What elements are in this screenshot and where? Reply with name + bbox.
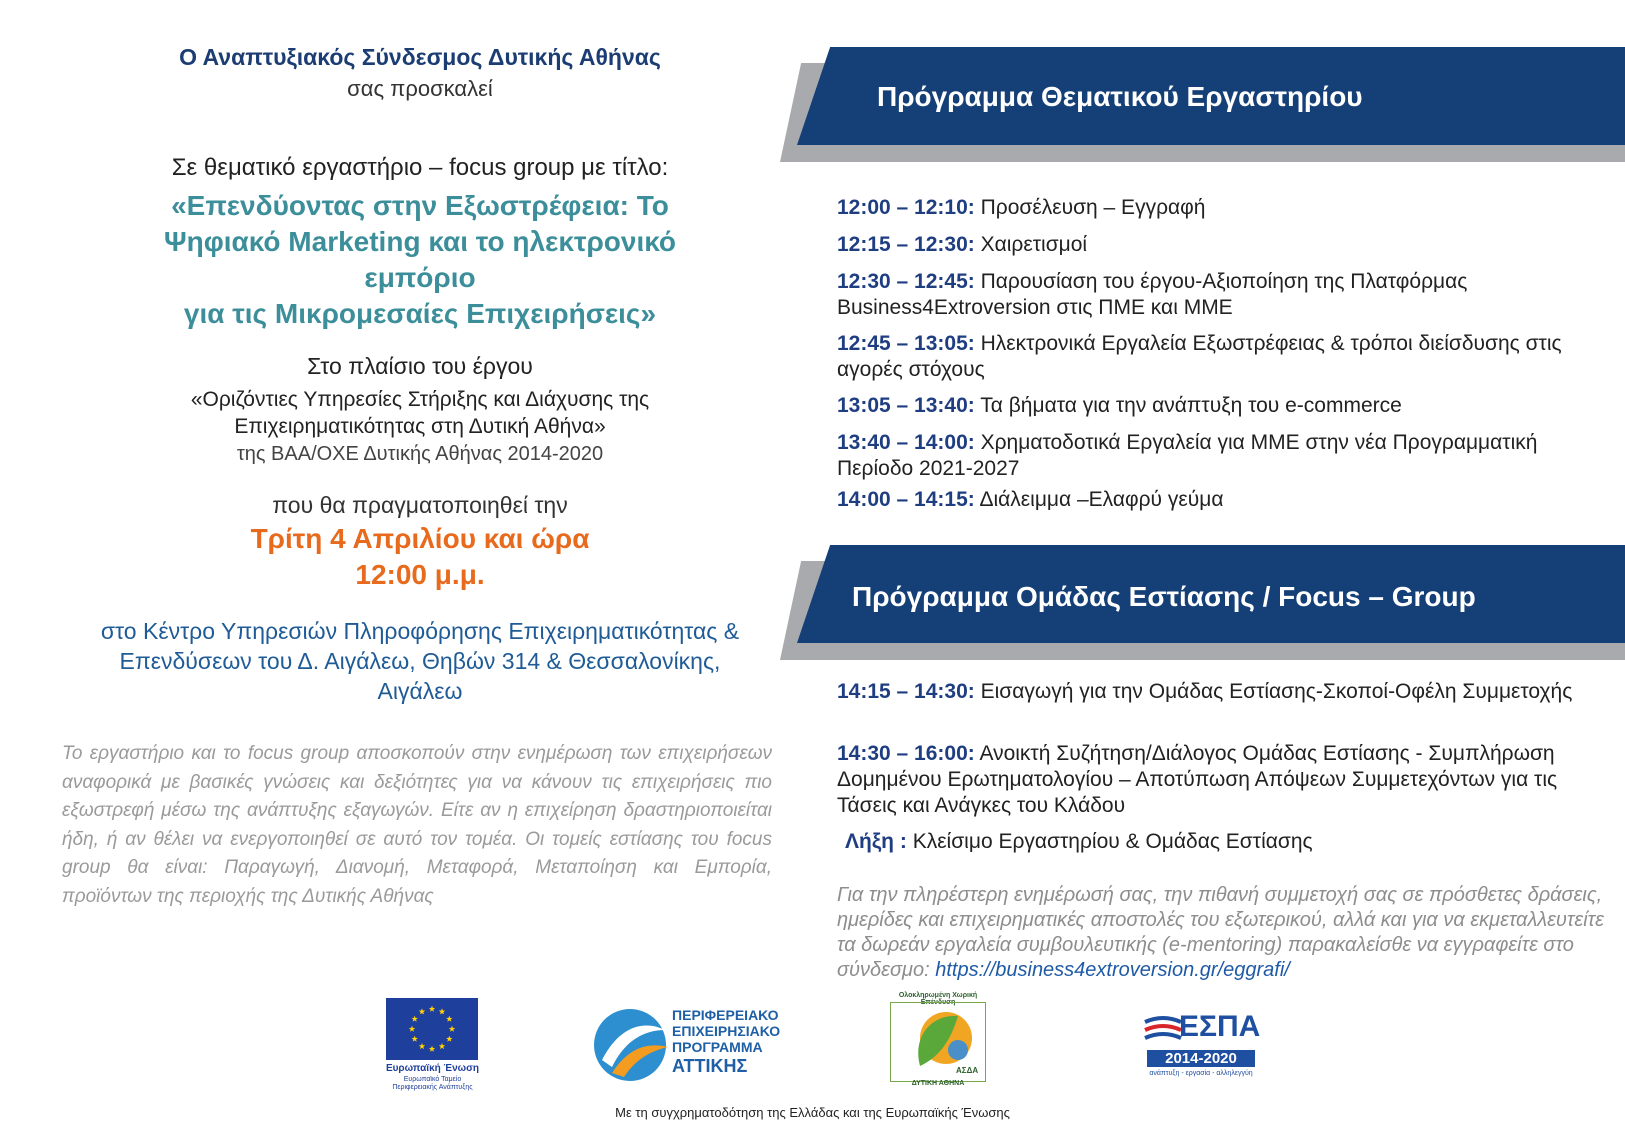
schedule-item xyxy=(837,741,1597,819)
event-time-line: 12:00 μ.μ. xyxy=(355,559,485,590)
registration-link[interactable]: https://business4extroversion.gr/eggrafi/ xyxy=(935,959,1290,981)
attica-swirl-icon xyxy=(590,1005,675,1085)
attica-line: ΠΕΡΙΦΕΡΕΙΑΚΟ xyxy=(672,1007,779,1023)
schedule-time: 14:30 – 16:00: xyxy=(837,742,975,765)
workshop-title-line: για τις Μικρομεσαίες Επιχειρήσεις» xyxy=(183,298,657,329)
espa-slogan: ανάπτυξη - εργασία - αλληλεγγύη xyxy=(1149,1070,1253,1077)
espa-flag-icon xyxy=(1143,1014,1183,1044)
schedule-item xyxy=(837,331,1597,383)
attica-text xyxy=(672,1007,780,1077)
schedule-time: 12:45 – 13:05: xyxy=(837,332,975,355)
asda-mark: ΑΣΔΑ xyxy=(956,1066,979,1075)
workshop-title-line: εμπόριο xyxy=(364,262,476,293)
attica-line: ΕΠΙΧΕΙΡΗΣΙΑΚΟ xyxy=(672,1023,781,1039)
schedule-text: Χαιρετισμοί xyxy=(980,233,1088,256)
schedule-item xyxy=(837,393,1597,419)
schedule-time: 14:15 – 14:30: xyxy=(837,680,975,703)
venue-address xyxy=(60,616,780,706)
schedule-time: Λήξη : xyxy=(845,830,907,853)
venue-line: Αιγάλεω xyxy=(377,678,463,704)
project-name-line: Επιχειρηματικότητας στη Δυτική Αθήνα» xyxy=(234,415,606,438)
event-date-line: Τρίτη 4 Απριλίου και ώρα xyxy=(250,523,590,554)
schedule-item xyxy=(845,829,1605,855)
schedule-text: Εισαγωγή για την Ομάδας Εστίασης-Σκοποί-Οφέλη Συμμετοχής xyxy=(980,680,1573,703)
attica-line: ΑΤΤΙΚΗΣ xyxy=(672,1056,748,1076)
schedule-item xyxy=(837,487,1597,513)
schedule-text: Παρουσίαση του έργου-Αξιοποίηση της Πλατφόρμας Business4Extroversion στις ΠΜΕ και ΜΜΕ xyxy=(837,270,1468,319)
description-paragraph: Το εργαστήριο και το focus group αποσκοπούν στην ενημέρωση των επιχειρήσεων αναφορικά με βασικές γνώσεις και δεξιότητες για να κάνουν τις επιχειρήσεις πιο εξωστρεφή μέσω της ανάπτυξης εξαγωγών. Είτε αν η επιχείρηση δραστηριοποιείται ήδη, ή αν θέλει να ενεργοποιηθεί σε αυτό τον τομέα. Οι τομείς εστίασης του focus group θα είναι: Παραγωγή, Διανομή, Μεταφορά, Μεταποίηση και Εμπορία, προϊόντων της περιοχής της Δυτικής Αθήνας xyxy=(62,743,772,907)
schedule-time: 13:40 – 14:00: xyxy=(837,431,975,454)
focus-group-programme-heading: Πρόγραμμα Ομάδας Εστίασης / Focus – Group xyxy=(852,581,1476,612)
invites-text: σας προσκαλεί xyxy=(347,76,493,101)
workshop-title xyxy=(60,188,780,332)
schedule-item xyxy=(837,232,1597,258)
schedule-text: Κλείσιμο Εργαστηρίου & Ομάδας Εστίασης xyxy=(912,830,1313,853)
schedule-item xyxy=(837,430,1597,482)
schedule-text: Ηλεκτρονικά Εργαλεία Εξωστρέφειας & τρόποι διείσδυσης στις αγορές στόχους xyxy=(837,332,1562,381)
espa-years: 2014-2020 xyxy=(1147,1050,1255,1067)
venue-line: Επενδύσεων του Δ. Αιγάλεω, Θηβών 314 & Θεσσαλονίκης, xyxy=(119,648,721,674)
eu-fund-line: Περιφερειακής Ανάπτυξης xyxy=(392,1084,473,1091)
espa-name: ΕΣΠΑ xyxy=(1179,1010,1261,1043)
project-name-line: «Οριζόντιες Υπηρεσίες Στήριξης και Διάχυσης της xyxy=(190,388,650,411)
oxe-west-athens-logo xyxy=(888,992,988,1092)
eu-name: Ευρωπαϊκή Ένωση xyxy=(385,1063,480,1074)
workshop-title-line: Ψηφιακό Marketing και το ηλεκτρονικό xyxy=(163,226,677,257)
focus-group-programme-banner xyxy=(780,545,1625,660)
cofunding-footer: Με τη συγχρηματοδότηση της Ελλάδας και της Ευρωπαϊκής Ένωσης xyxy=(615,1105,1010,1120)
schedule-text: Χρηματοδοτικά Εργαλεία για ΜΜΕ στην νέα Προγραμματική Περίοδο 2021-2027 xyxy=(837,431,1538,480)
eu-logo xyxy=(385,997,480,1092)
schedule-text: Προσέλευση – Εγγραφή xyxy=(980,196,1206,219)
eu-fund-line: Ευρωπαϊκό Ταμείο xyxy=(403,1076,462,1083)
programme-text: της ΒΑΑ/ΟΧΕ Δυτικής Αθήνας 2014-2020 xyxy=(236,443,604,465)
schedule-time: 14:00 – 14:15: xyxy=(837,488,975,511)
oxe-bottom-label: ΔΥΤΙΚΗ ΑΘΗΝΑ xyxy=(911,1080,965,1087)
schedule-text: Ανοικτή Συζήτηση/Διάλογος Ομάδας Εστίασης - Συμπλήρωση Δομημένου Ερωτηματολογίου – Αποτύπωση Απόψεων Συμμετεχόντων για τις Τάσεις και Ανάγκες του Κλάδου xyxy=(837,742,1558,817)
organizer-name: Ο Αναπτυξιακός Σύνδεσμος Δυτικής Αθήνας xyxy=(179,44,661,70)
schedule-time: 12:15 – 12:30: xyxy=(837,233,975,256)
event-date xyxy=(60,521,780,593)
attica-line: ΠΡΟΓΡΑΜΜΑ xyxy=(672,1039,763,1055)
schedule-item xyxy=(837,679,1597,705)
held-on-text: που θα πραγματοποιηθεί την xyxy=(272,492,568,518)
schedule-time: 12:00 – 12:10: xyxy=(837,196,975,219)
intro-text: Σε θεματικό εργαστήριο – focus group με τίτλο: xyxy=(171,154,669,181)
oxe-title: Ολοκληρωμένη Χωρική Επένδυση xyxy=(898,992,978,1006)
workshop-programme-banner xyxy=(780,47,1625,162)
espa-logo xyxy=(1143,1010,1261,1085)
schedule-item xyxy=(837,195,1597,221)
schedule-time: 12:30 – 12:45: xyxy=(837,270,975,293)
attica-programme-logo xyxy=(590,1005,790,1085)
registration-info-text: Για την πληρέστερη ενημέρωσή σας, την πιθανή συμμετοχή σας σε πρόσθετες δράσεις, ημερίδες και επιχειρηματικές αποστολές του εξωτερικού, αλλά και για να εκμεταλλευτείτε τα δωρεάν εργαλεία συμβουλευτικής (e-mentoring) παρακαλείσθε να εγγραφείτε στο σύνδεσμο: xyxy=(837,884,1604,981)
venue-line: στο Κέντρο Υπηρεσιών Πληροφόρησης Επιχειρηματικότητας & xyxy=(100,618,740,644)
workshop-programme-heading: Πρόγραμμα Θεματικού Εργαστηρίου xyxy=(877,81,1363,112)
registration-info xyxy=(837,883,1617,983)
context-text: Στο πλαίσιο του έργου xyxy=(307,353,533,379)
workshop-title-line: «Επενδύοντας στην Εξωστρέφεια: Το xyxy=(171,190,669,221)
schedule-item xyxy=(837,269,1597,321)
schedule-time: 13:05 – 13:40: xyxy=(837,394,975,417)
schedule-text: Διάλειμμα –Ελαφρύ γεύμα xyxy=(979,488,1224,511)
schedule-text: Τα βήματα για την ανάπτυξη του e-commerce xyxy=(980,394,1402,417)
project-name xyxy=(60,386,780,440)
